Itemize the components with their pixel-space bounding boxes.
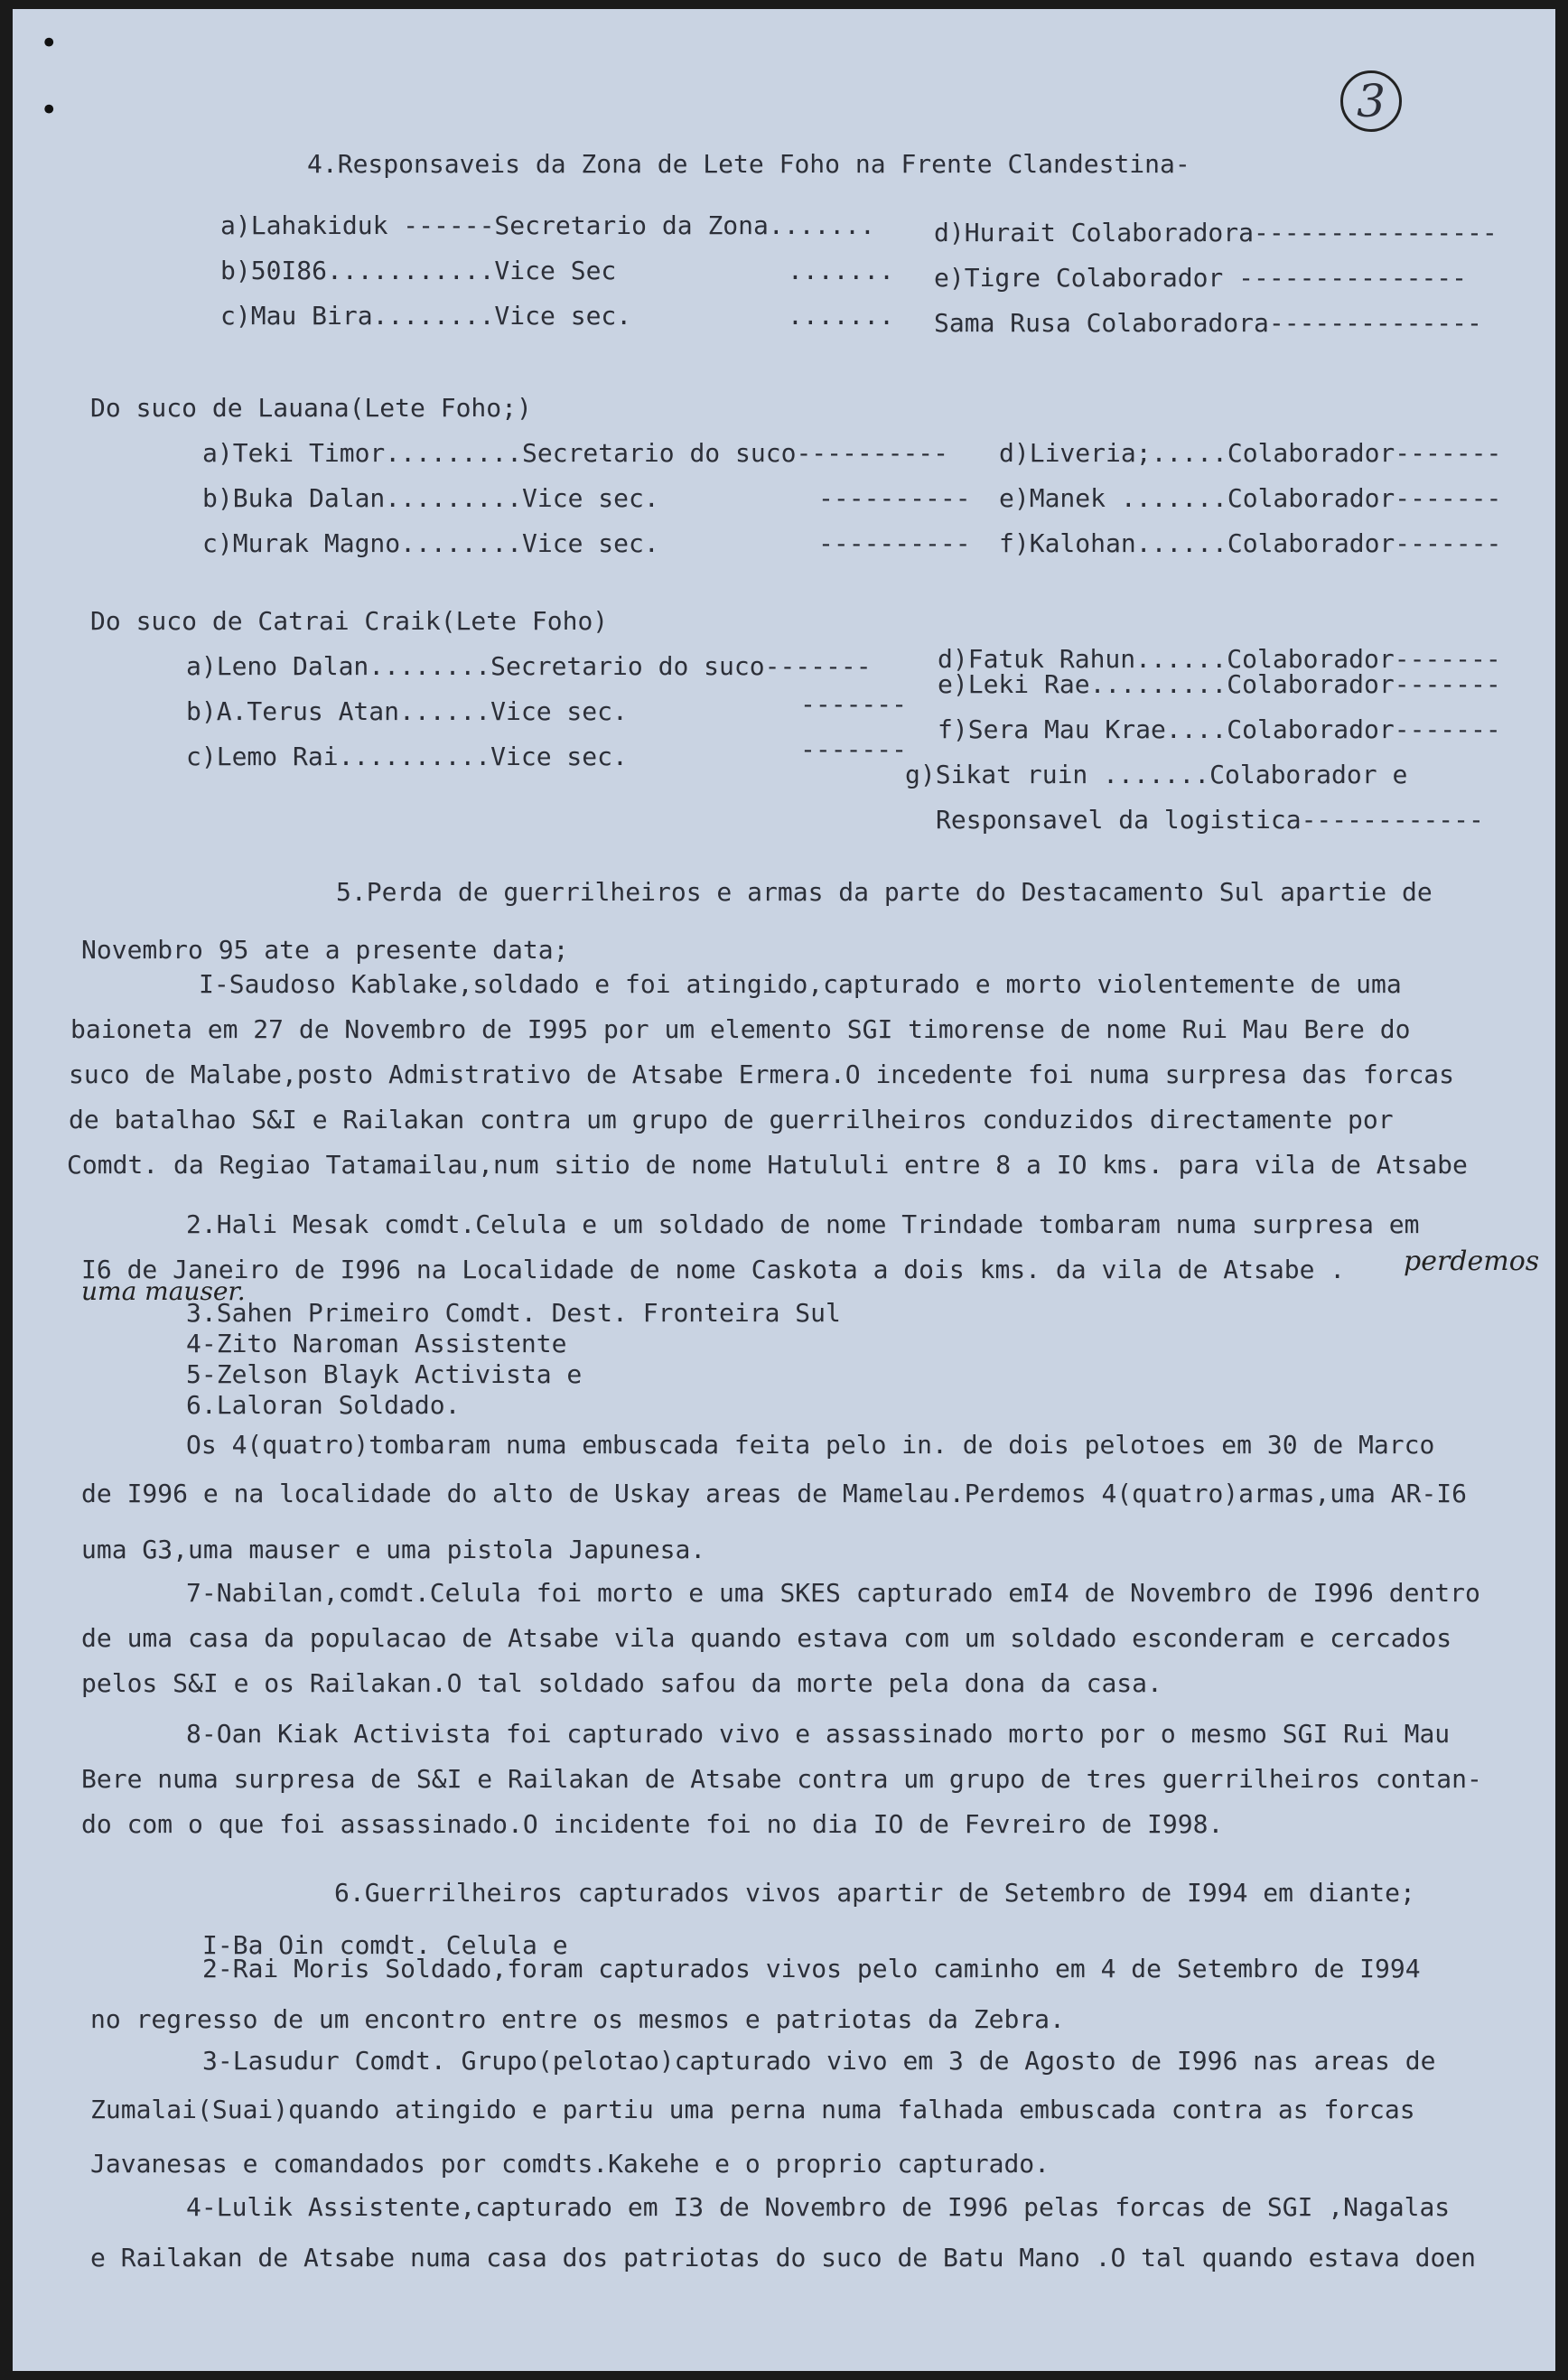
zone-line: b)50I86...........Vice Sec	[220, 256, 617, 285]
lauana-line: ----------	[818, 528, 971, 558]
text-line: I-Saudoso Kablake,soldado e foi atingido,capturado e morto violentemente de uma	[199, 969, 1402, 999]
lauana-line: a)Teki Timor.........Secretario do suco----------	[202, 438, 949, 468]
catrai-line: -------	[800, 734, 908, 764]
zone-line: d)Hurait Colaboradora----------------	[934, 218, 1498, 247]
text-line: I6 de Janeiro de I996 na Localidade de nome Caskota a dois kms. da vila de Atsabe .	[81, 1255, 1346, 1284]
zone-line: .......	[788, 301, 895, 331]
text-line: 8-Oan Kiak Activista foi capturado vivo e assassinado morto por o mesmo SGI Rui Mau	[186, 1719, 1451, 1749]
text-line: Bere numa surpresa de S&I e Railakan de Atsabe contra um grupo de tres guerrilheiros contan-	[81, 1764, 1482, 1794]
text-line: 4-Zito Naroman Assistente	[186, 1329, 567, 1358]
lauana-line: e)Manek .......Colaborador-------	[999, 483, 1502, 513]
lauana-line: b)Buka Dalan.........Vice sec.	[202, 483, 659, 513]
text-line: Comdt. da Regiao Tatamailau,num sitio de nome Hatululi entre 8 a IO kms. para vila de Atsabe	[67, 1150, 1468, 1180]
zone-line: .......	[788, 256, 895, 285]
text-line: I-Ba Oin comdt. Celula e	[202, 1930, 568, 1960]
catrai-line: c)Lemo Rai..........Vice sec.	[186, 742, 628, 771]
catrai-line: e)Leki Rae.........Colaborador-------	[938, 669, 1501, 699]
subheading: Do suco de Lauana(Lete Foho;)	[90, 393, 532, 423]
section-heading: 6.Guerrilheiros capturados vivos apartir de Setembro de I994 em diante;	[334, 1878, 1415, 1908]
page-number: 3	[1340, 70, 1402, 132]
text-line: e Railakan de Atsabe numa casa dos patriotas do suco de Batu Mano .O tal quando estava doen	[90, 2243, 1477, 2273]
catrai-line: b)A.Terus Atan......Vice sec.	[186, 696, 628, 726]
catrai-line: d)Fatuk Rahun......Colaborador-------	[938, 644, 1501, 674]
text-line: baioneta em 27 de Novembro de I995 por um elemento SGI timorense de nome Rui Mau Bere do	[70, 1014, 1411, 1044]
text-line: 4-Lulik Assistente,capturado em I3 de Novembro de I996 pelas forcas de SGI ,Nagalas	[186, 2192, 1451, 2222]
text-line: no regresso de um encontro entre os mesmos e patriotas da Zebra.	[90, 2004, 1065, 2034]
handwritten-note: uma mauser.	[81, 1276, 246, 1306]
zone-line: Sama Rusa Colaboradora--------------	[934, 308, 1482, 338]
text-line: 3.Sahen Primeiro Comdt. Dest. Fronteira Sul	[186, 1298, 841, 1328]
catrai-line: g)Sikat ruin .......Colaborador e	[905, 760, 1408, 789]
lauana-line: d)Liveria;.....Colaborador-------	[999, 438, 1502, 468]
zone-line: c)Mau Bira........Vice sec.	[220, 301, 632, 331]
text-line: Zumalai(Suai)quando atingido e partiu uma perna numa falhada embuscada contra as forcas	[90, 2095, 1415, 2124]
text-line: 2-Rai Moris Soldado,foram capturados vivos pelo caminho em 4 de Setembro de I994	[202, 1954, 1421, 1983]
text-line: 3-Lasudur Comdt. Grupo(pelotao)capturado vivo em 3 de Agosto de I996 nas areas de	[202, 2046, 1436, 2076]
catrai-line: f)Sera Mau Krae....Colaborador-------	[938, 714, 1501, 744]
catrai-line: -------	[800, 689, 908, 719]
subheading: Do suco de Catrai Craik(Lete Foho)	[90, 606, 609, 636]
catrai-line: Responsavel da logistica------------	[936, 805, 1484, 835]
lauana-line: ----------	[818, 483, 971, 513]
section-heading: 4.Responsaveis da Zona de Lete Foho na Frente Clandestina-	[307, 149, 1190, 179]
text-line: 6.Laloran Soldado.	[186, 1390, 461, 1420]
text-line: pelos S&I e os Railakan.O tal soldado safou da morte pela dona da casa.	[81, 1668, 1162, 1698]
zone-line: e)Tigre Colaborador ---------------	[934, 263, 1468, 293]
section-heading: 5.Perda de guerrilheiros e armas da parte do Destacamento Sul apartie de	[336, 877, 1433, 907]
text-line: 7-Nabilan,comdt.Celula foi morto e uma SKES capturado emI4 de Novembro de I996 dentro	[186, 1578, 1480, 1608]
text-line: do com o que foi assassinado.O incidente foi no dia IO de Fevreiro de I998.	[81, 1809, 1224, 1839]
text-line: 5-Zelson Blayk Activista e	[186, 1359, 583, 1389]
text-line: uma G3,uma mauser e uma pistola Japunesa.	[81, 1535, 706, 1564]
text-line: de batalhao S&I e Railakan contra um grupo de guerrilheiros conduzidos directamente por	[69, 1105, 1394, 1134]
text-line: suco de Malabe,posto Admistrativo de Atsabe Ermera.O incedente foi numa surpresa das forcas	[69, 1059, 1455, 1089]
text-line: Javanesas e comandados por comdts.Kakehe e o proprio capturado.	[90, 2149, 1050, 2179]
margin-mark: •	[40, 92, 59, 128]
zone-line: a)Lahakiduk ------Secretario da Zona.......	[220, 210, 875, 240]
document-page	[13, 9, 1555, 2371]
lauana-line: c)Murak Magno........Vice sec.	[202, 528, 659, 558]
text-line: Novembro 95 ate a presente data;	[81, 935, 569, 965]
text-line: 2.Hali Mesak comdt.Celula e um soldado de nome Trindade tombaram numa surpresa em	[186, 1209, 1420, 1239]
text-line: de uma casa da populacao de Atsabe vila quando estava com um soldado esconderam e cercados	[81, 1623, 1452, 1653]
catrai-line: a)Leno Dalan........Secretario do suco-------	[186, 651, 872, 681]
margin-mark: •	[40, 25, 59, 61]
handwritten-note: perdemos	[1404, 1246, 1540, 1277]
lauana-line: f)Kalohan......Colaborador-------	[999, 528, 1502, 558]
text-line: Os 4(quatro)tombaram numa embuscada feita pelo in. de dois pelotoes em 30 de Marco	[186, 1430, 1435, 1460]
text-line: de I996 e na localidade do alto de Uskay areas de Mamelau.Perdemos 4(quatro)armas,uma AR-I6	[81, 1479, 1468, 1508]
